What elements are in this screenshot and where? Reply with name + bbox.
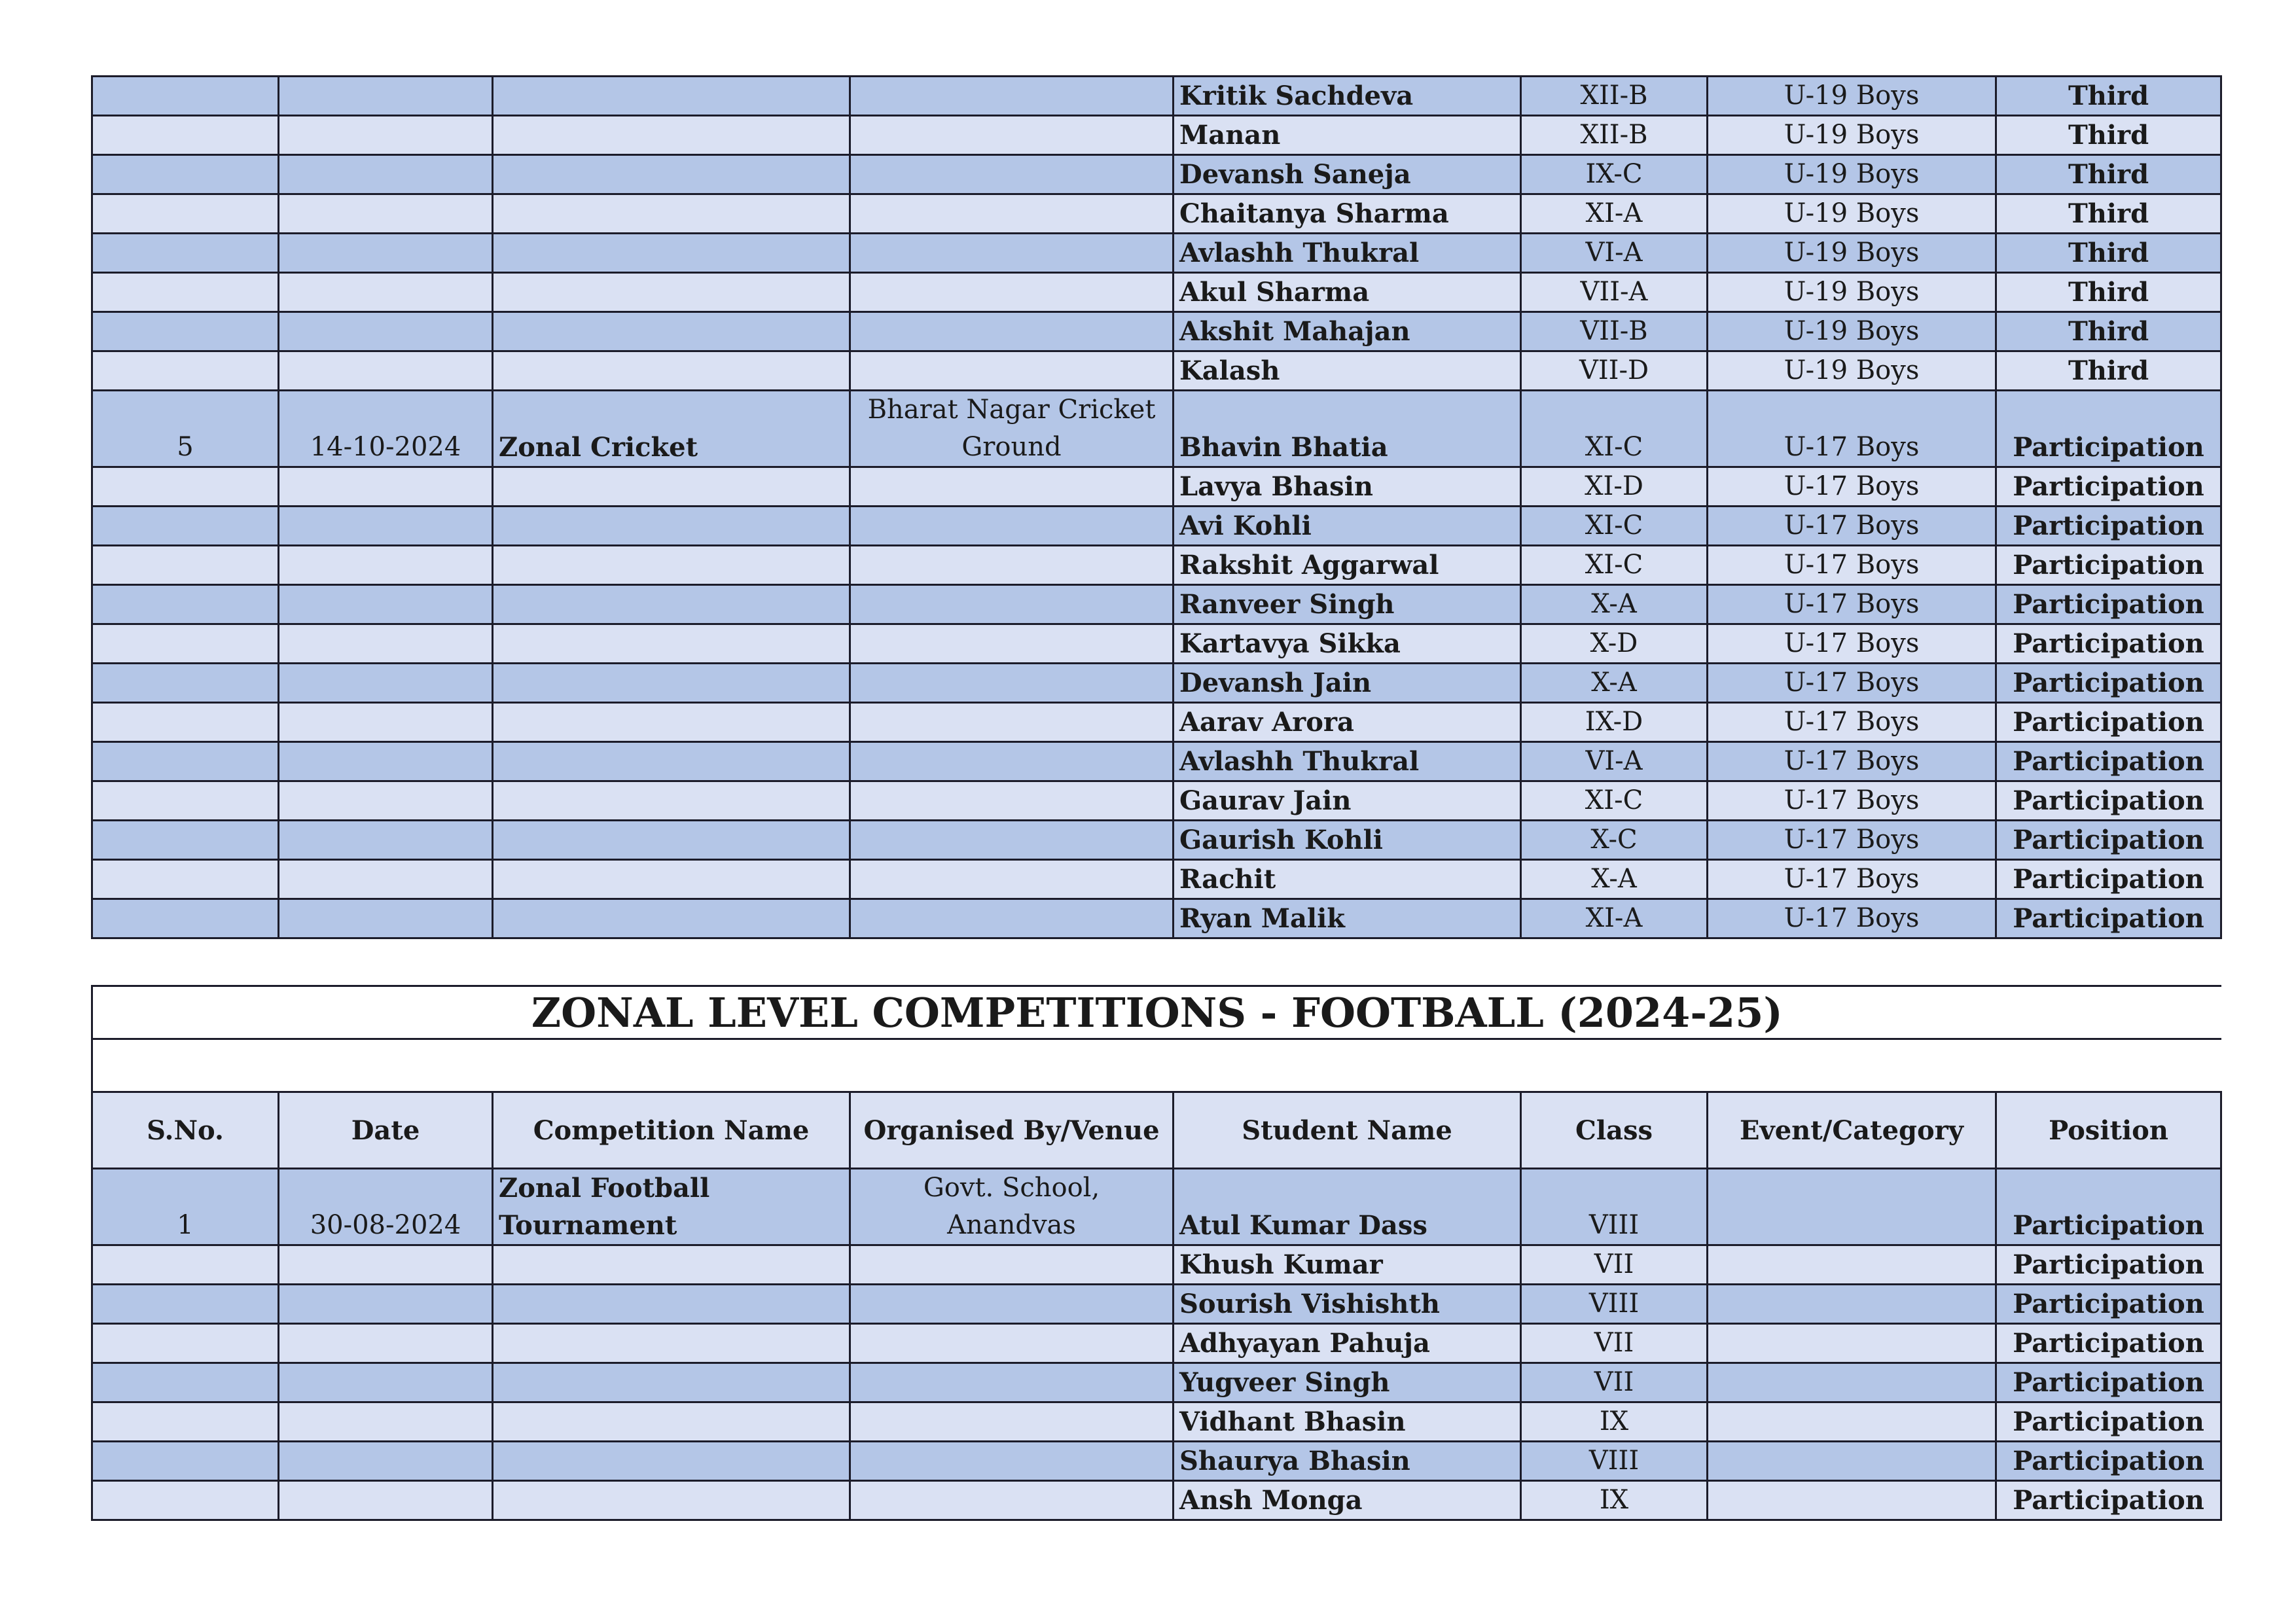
- class-cell: XI-A: [1521, 899, 1708, 938]
- table-row: [92, 781, 2221, 821]
- cricket-results-body: [92, 77, 2221, 938]
- date-cell: [279, 273, 493, 312]
- venue-cell: Govt. School, Anandvas: [850, 1169, 1174, 1245]
- event-cell: [1708, 1285, 1996, 1324]
- sno-cell: [92, 1402, 279, 1442]
- header-venue: Organised By/Venue: [850, 1092, 1174, 1169]
- event-cell: [1708, 1442, 1996, 1481]
- football-title-row: [92, 986, 2221, 1039]
- header-event: Event/Category: [1708, 1092, 1996, 1169]
- venue-cell: [850, 624, 1174, 664]
- class-cell: VIII: [1521, 1169, 1708, 1245]
- student-cell: Adhyayan Pahuja: [1174, 1324, 1521, 1363]
- venue-cell: [850, 194, 1174, 234]
- table-row: [92, 742, 2221, 781]
- table-row: [92, 351, 2221, 391]
- date-cell: [279, 1402, 493, 1442]
- cricket-results-table: [91, 75, 2222, 939]
- date-cell: [279, 1324, 493, 1363]
- student-cell: Khush Kumar: [1174, 1245, 1521, 1285]
- sno-cell: [92, 781, 279, 821]
- sno-cell: [92, 1324, 279, 1363]
- class-cell: VII-D: [1521, 351, 1708, 391]
- venue-cell: [850, 234, 1174, 273]
- date-cell: [279, 1481, 493, 1520]
- event-cell: [1708, 1402, 1996, 1442]
- venue-cell: Bharat Nagar Cricket Ground: [850, 391, 1174, 467]
- sno-cell: [92, 351, 279, 391]
- competition-cell: [493, 1442, 850, 1481]
- venue-cell: [850, 1245, 1174, 1285]
- sno-cell: [92, 467, 279, 507]
- student-cell: Akshit Mahajan: [1174, 312, 1521, 351]
- competition-cell: [493, 585, 850, 624]
- table-row: [92, 664, 2221, 703]
- sno-cell: [92, 1442, 279, 1481]
- student-cell: Atul Kumar Dass: [1174, 1169, 1521, 1245]
- competition-cell: [493, 194, 850, 234]
- table-row: [92, 1402, 2221, 1442]
- event-cell: U-17 Boys: [1708, 467, 1996, 507]
- date-cell: [279, 703, 493, 742]
- table-row: [92, 1324, 2221, 1363]
- venue-cell: [850, 312, 1174, 351]
- class-cell: X-C: [1521, 821, 1708, 860]
- position-cell: Participation: [1996, 1481, 2221, 1520]
- sno-cell: [92, 194, 279, 234]
- competition-cell: [493, 742, 850, 781]
- position-cell: Third: [1996, 312, 2221, 351]
- table-row: [92, 116, 2221, 155]
- table-row: [92, 821, 2221, 860]
- student-cell: Devansh Jain: [1174, 664, 1521, 703]
- sno-cell: [92, 77, 279, 116]
- position-cell: Participation: [1996, 860, 2221, 899]
- student-cell: Gaurav Jain: [1174, 781, 1521, 821]
- class-cell: IX: [1521, 1402, 1708, 1442]
- sno-cell: [92, 624, 279, 664]
- event-cell: U-17 Boys: [1708, 781, 1996, 821]
- table-row: [92, 194, 2221, 234]
- student-cell: Avlashh Thukral: [1174, 234, 1521, 273]
- venue-cell: [850, 467, 1174, 507]
- competition-cell: [493, 116, 850, 155]
- position-cell: Participation: [1996, 507, 2221, 546]
- sno-cell: 1: [92, 1169, 279, 1245]
- class-cell: VIII: [1521, 1285, 1708, 1324]
- date-cell: [279, 1363, 493, 1402]
- class-cell: XII-B: [1521, 77, 1708, 116]
- class-cell: X-A: [1521, 860, 1708, 899]
- event-cell: U-17 Boys: [1708, 742, 1996, 781]
- table-row: [92, 1363, 2221, 1402]
- venue-cell: [850, 742, 1174, 781]
- student-cell: Kalash: [1174, 351, 1521, 391]
- position-cell: Participation: [1996, 703, 2221, 742]
- venue-cell: [850, 585, 1174, 624]
- class-cell: XII-B: [1521, 116, 1708, 155]
- event-cell: U-17 Boys: [1708, 585, 1996, 624]
- event-cell: U-17 Boys: [1708, 860, 1996, 899]
- date-cell: 30-08-2024: [279, 1169, 493, 1245]
- event-cell: U-17 Boys: [1708, 391, 1996, 467]
- header-position: Position: [1996, 1092, 2221, 1169]
- class-cell: IX-C: [1521, 155, 1708, 194]
- student-cell: Shaurya Bhasin: [1174, 1442, 1521, 1481]
- position-cell: Third: [1996, 351, 2221, 391]
- football-header-row: [92, 1092, 2221, 1169]
- sno-cell: [92, 273, 279, 312]
- date-cell: [279, 821, 493, 860]
- student-cell: Rakshit Aggarwal: [1174, 546, 1521, 585]
- position-cell: Participation: [1996, 1402, 2221, 1442]
- date-cell: [279, 116, 493, 155]
- sno-cell: [92, 1363, 279, 1402]
- football-title: ZONAL LEVEL COMPETITIONS - FOOTBALL (2024-25): [92, 986, 2221, 1039]
- sno-cell: 5: [92, 391, 279, 467]
- sno-cell: [92, 664, 279, 703]
- class-cell: VIII: [1521, 1442, 1708, 1481]
- table-row: [92, 77, 2221, 116]
- event-cell: U-19 Boys: [1708, 312, 1996, 351]
- student-cell: Ansh Monga: [1174, 1481, 1521, 1520]
- student-cell: Chaitanya Sharma: [1174, 194, 1521, 234]
- date-cell: [279, 860, 493, 899]
- competition-cell: [493, 1363, 850, 1402]
- venue-cell: [850, 1324, 1174, 1363]
- football-results-body: [92, 986, 2221, 1520]
- sno-cell: [92, 155, 279, 194]
- position-cell: Third: [1996, 155, 2221, 194]
- student-cell: Manan: [1174, 116, 1521, 155]
- venue-cell: [850, 77, 1174, 116]
- position-cell: Participation: [1996, 1285, 2221, 1324]
- competition-cell: [493, 1481, 850, 1520]
- competition-cell: [493, 1324, 850, 1363]
- position-cell: Participation: [1996, 1245, 2221, 1285]
- student-cell: Ranveer Singh: [1174, 585, 1521, 624]
- class-cell: VII: [1521, 1245, 1708, 1285]
- competition-cell: [493, 1402, 850, 1442]
- venue-cell: [850, 703, 1174, 742]
- date-cell: [279, 234, 493, 273]
- date-cell: 14-10-2024: [279, 391, 493, 467]
- event-cell: U-19 Boys: [1708, 351, 1996, 391]
- event-cell: U-19 Boys: [1708, 273, 1996, 312]
- class-cell: VI-A: [1521, 234, 1708, 273]
- competition-cell: [493, 781, 850, 821]
- position-cell: Participation: [1996, 821, 2221, 860]
- table-row: [92, 234, 2221, 273]
- competition-cell: [493, 624, 850, 664]
- position-cell: Third: [1996, 194, 2221, 234]
- sno-cell: [92, 1481, 279, 1520]
- event-cell: [1708, 1324, 1996, 1363]
- table-row: [92, 467, 2221, 507]
- event-cell: U-17 Boys: [1708, 821, 1996, 860]
- student-cell: Avi Kohli: [1174, 507, 1521, 546]
- student-cell: Ryan Malik: [1174, 899, 1521, 938]
- position-cell: Third: [1996, 273, 2221, 312]
- competition-cell: [493, 899, 850, 938]
- student-cell: Devansh Saneja: [1174, 155, 1521, 194]
- competition-cell: [493, 467, 850, 507]
- position-cell: Third: [1996, 116, 2221, 155]
- sno-cell: [92, 546, 279, 585]
- student-cell: Aarav Arora: [1174, 703, 1521, 742]
- sno-cell: [92, 821, 279, 860]
- date-cell: [279, 467, 493, 507]
- competition-cell: Zonal Cricket: [493, 391, 850, 467]
- table-row: [92, 1442, 2221, 1481]
- football-results-table: [91, 985, 2222, 1521]
- venue-cell: [850, 1285, 1174, 1324]
- football-spacer-row: [92, 1039, 2221, 1092]
- position-cell: Participation: [1996, 391, 2221, 467]
- position-cell: Third: [1996, 77, 2221, 116]
- event-cell: U-19 Boys: [1708, 234, 1996, 273]
- class-cell: X-D: [1521, 624, 1708, 664]
- date-cell: [279, 1245, 493, 1285]
- position-cell: Participation: [1996, 1324, 2221, 1363]
- venue-cell: [850, 155, 1174, 194]
- date-cell: [279, 546, 493, 585]
- event-cell: U-17 Boys: [1708, 664, 1996, 703]
- student-cell: Rachit: [1174, 860, 1521, 899]
- class-cell: XI-C: [1521, 781, 1708, 821]
- position-cell: Participation: [1996, 1442, 2221, 1481]
- sno-cell: [92, 116, 279, 155]
- sno-cell: [92, 860, 279, 899]
- event-cell: U-17 Boys: [1708, 624, 1996, 664]
- venue-cell: [850, 507, 1174, 546]
- competition-cell: [493, 77, 850, 116]
- date-cell: [279, 155, 493, 194]
- table-row: [92, 624, 2221, 664]
- table-row: [92, 391, 2221, 467]
- competition-cell: [493, 860, 850, 899]
- event-cell: [1708, 1363, 1996, 1402]
- venue-cell: [850, 546, 1174, 585]
- event-cell: U-19 Boys: [1708, 77, 1996, 116]
- student-cell: Sourish Vishishth: [1174, 1285, 1521, 1324]
- table-row: [92, 507, 2221, 546]
- date-cell: [279, 742, 493, 781]
- position-cell: Participation: [1996, 585, 2221, 624]
- class-cell: XI-D: [1521, 467, 1708, 507]
- student-cell: Bhavin Bhatia: [1174, 391, 1521, 467]
- table-row: [92, 1481, 2221, 1520]
- competition-cell: [493, 664, 850, 703]
- competition-cell: [493, 312, 850, 351]
- class-cell: X-A: [1521, 585, 1708, 624]
- event-cell: [1708, 1481, 1996, 1520]
- date-cell: [279, 899, 493, 938]
- venue-cell: [850, 821, 1174, 860]
- venue-cell: [850, 781, 1174, 821]
- date-cell: [279, 664, 493, 703]
- competition-cell: [493, 821, 850, 860]
- header-date: Date: [279, 1092, 493, 1169]
- position-cell: Participation: [1996, 899, 2221, 938]
- table-row: [92, 155, 2221, 194]
- competition-cell: [493, 1285, 850, 1324]
- table-row: [92, 1169, 2221, 1245]
- position-cell: Participation: [1996, 624, 2221, 664]
- class-cell: VII-B: [1521, 312, 1708, 351]
- table-row: [92, 1245, 2221, 1285]
- venue-cell: [850, 1363, 1174, 1402]
- event-cell: U-17 Boys: [1708, 507, 1996, 546]
- venue-cell: [850, 860, 1174, 899]
- table-row: [92, 312, 2221, 351]
- student-cell: Avlashh Thukral: [1174, 742, 1521, 781]
- event-cell: U-19 Boys: [1708, 155, 1996, 194]
- date-cell: [279, 1285, 493, 1324]
- position-cell: Participation: [1996, 781, 2221, 821]
- sno-cell: [92, 585, 279, 624]
- class-cell: VII: [1521, 1363, 1708, 1402]
- event-cell: U-19 Boys: [1708, 116, 1996, 155]
- student-cell: Kritik Sachdeva: [1174, 77, 1521, 116]
- sno-cell: [92, 742, 279, 781]
- class-cell: XI-C: [1521, 507, 1708, 546]
- class-cell: VII-A: [1521, 273, 1708, 312]
- class-cell: IX: [1521, 1481, 1708, 1520]
- venue-cell: [850, 1442, 1174, 1481]
- competition-cell: [493, 155, 850, 194]
- class-cell: IX-D: [1521, 703, 1708, 742]
- event-cell: U-17 Boys: [1708, 546, 1996, 585]
- student-cell: Lavya Bhasin: [1174, 467, 1521, 507]
- student-cell: Gaurish Kohli: [1174, 821, 1521, 860]
- event-cell: U-17 Boys: [1708, 703, 1996, 742]
- competition-cell: [493, 703, 850, 742]
- venue-cell: [850, 899, 1174, 938]
- student-cell: Vidhant Bhasin: [1174, 1402, 1521, 1442]
- position-cell: Participation: [1996, 1169, 2221, 1245]
- position-cell: Participation: [1996, 664, 2221, 703]
- table-row: [92, 546, 2221, 585]
- event-cell: U-17 Boys: [1708, 899, 1996, 938]
- sno-cell: [92, 234, 279, 273]
- date-cell: [279, 77, 493, 116]
- position-cell: Participation: [1996, 1363, 2221, 1402]
- class-cell: XI-A: [1521, 194, 1708, 234]
- competition-cell: [493, 546, 850, 585]
- date-cell: [279, 585, 493, 624]
- spacer-cell: [92, 1039, 2221, 1092]
- sno-cell: [92, 312, 279, 351]
- student-cell: Akul Sharma: [1174, 273, 1521, 312]
- sno-cell: [92, 1245, 279, 1285]
- table-row: [92, 703, 2221, 742]
- venue-cell: [850, 351, 1174, 391]
- competition-cell: [493, 1245, 850, 1285]
- position-cell: Participation: [1996, 742, 2221, 781]
- sno-cell: [92, 507, 279, 546]
- table-row: [92, 860, 2221, 899]
- table-row: [92, 1285, 2221, 1324]
- competition-cell: [493, 351, 850, 391]
- table-row: [92, 899, 2221, 938]
- competition-cell: Zonal Football Tournament: [493, 1169, 850, 1245]
- table-row: [92, 585, 2221, 624]
- date-cell: [279, 781, 493, 821]
- competition-cell: [493, 234, 850, 273]
- date-cell: [279, 351, 493, 391]
- sno-cell: [92, 703, 279, 742]
- sno-cell: [92, 899, 279, 938]
- student-cell: Yugveer Singh: [1174, 1363, 1521, 1402]
- venue-cell: [850, 273, 1174, 312]
- header-competition: Competition Name: [493, 1092, 850, 1169]
- venue-cell: [850, 1402, 1174, 1442]
- header-class: Class: [1521, 1092, 1708, 1169]
- header-student: Student Name: [1174, 1092, 1521, 1169]
- venue-cell: [850, 1481, 1174, 1520]
- venue-cell: [850, 664, 1174, 703]
- position-cell: Third: [1996, 234, 2221, 273]
- class-cell: XI-C: [1521, 546, 1708, 585]
- header-sno: S.No.: [92, 1092, 279, 1169]
- venue-cell: [850, 116, 1174, 155]
- date-cell: [279, 624, 493, 664]
- class-cell: X-A: [1521, 664, 1708, 703]
- class-cell: VI-A: [1521, 742, 1708, 781]
- position-cell: Participation: [1996, 546, 2221, 585]
- table-row: [92, 273, 2221, 312]
- date-cell: [279, 312, 493, 351]
- event-cell: U-19 Boys: [1708, 194, 1996, 234]
- student-cell: Kartavya Sikka: [1174, 624, 1521, 664]
- position-cell: Participation: [1996, 467, 2221, 507]
- competition-cell: [493, 507, 850, 546]
- competition-cell: [493, 273, 850, 312]
- sno-cell: [92, 1285, 279, 1324]
- event-cell: [1708, 1245, 1996, 1285]
- date-cell: [279, 194, 493, 234]
- date-cell: [279, 1442, 493, 1481]
- class-cell: VII: [1521, 1324, 1708, 1363]
- date-cell: [279, 507, 493, 546]
- class-cell: XI-C: [1521, 391, 1708, 467]
- event-cell: [1708, 1169, 1996, 1245]
